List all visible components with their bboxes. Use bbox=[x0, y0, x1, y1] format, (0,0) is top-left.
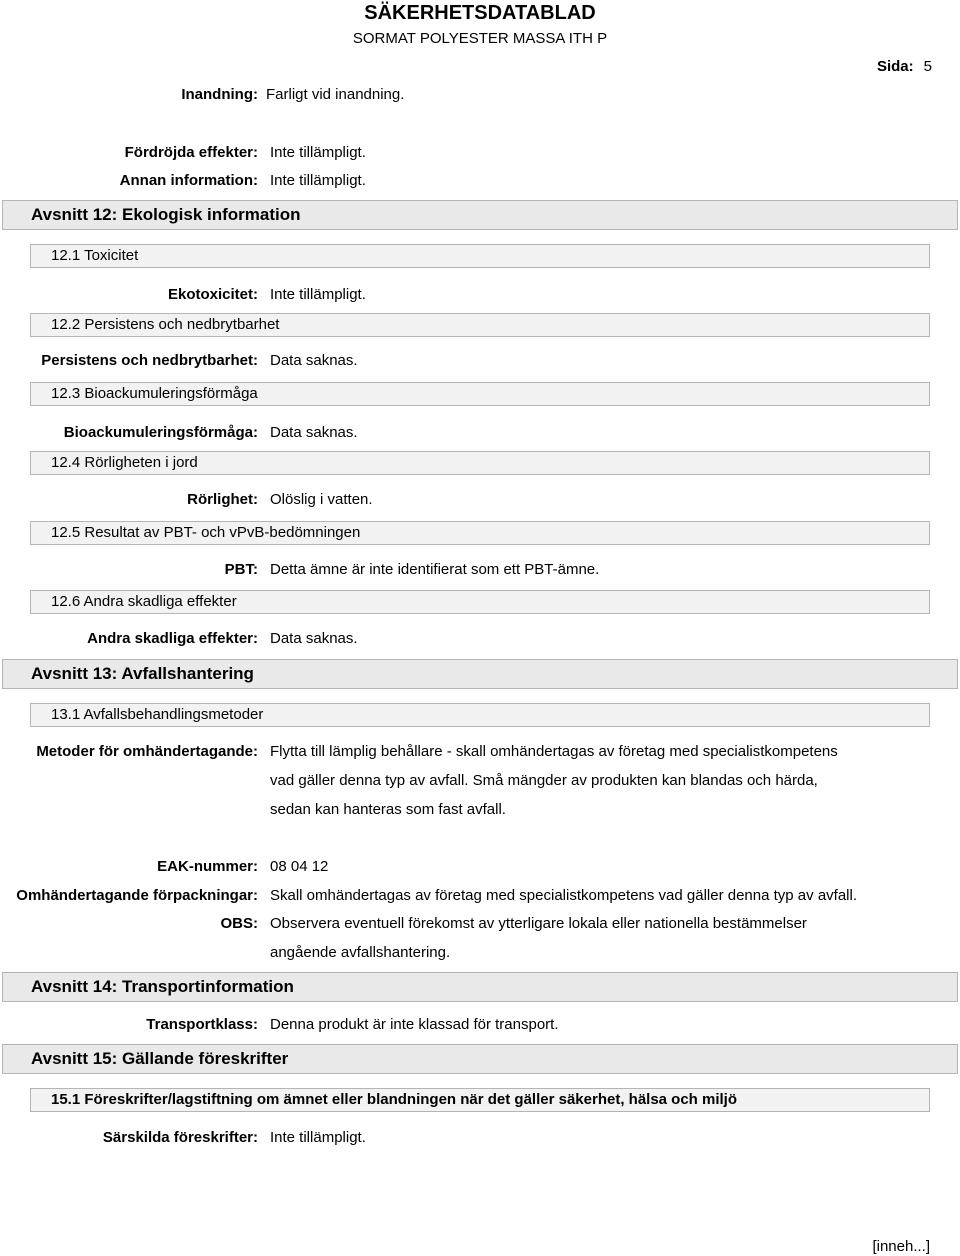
packaging-disposal-value: Skall omhändertagas av företag med specialistkompetens vad gäller denna typ av avfall. bbox=[270, 887, 857, 904]
section-15-heading: Avsnitt 15: Gällande föreskrifter bbox=[2, 1044, 958, 1074]
special-regulations-value: Inte tillämpligt. bbox=[270, 1129, 366, 1146]
persistence-label: Persistens och nedbrytbarhet: bbox=[41, 352, 258, 369]
eak-number-value: 08 04 12 bbox=[270, 858, 329, 875]
eak-number-label: EAK-nummer: bbox=[157, 858, 258, 875]
ecotoxicity-label: Ekotoxicitet: bbox=[167, 286, 258, 303]
continued-indicator: [inneh...] bbox=[872, 1238, 930, 1255]
persistence-value: Data saknas. bbox=[270, 352, 358, 369]
bioaccumulation-label: Bioackumuleringsförmåga: bbox=[63, 424, 258, 441]
note-line-2: angående avfallshantering. bbox=[270, 944, 451, 961]
page-number: 5 bbox=[923, 58, 932, 75]
page-indicator bbox=[877, 58, 932, 75]
subsection-15-1-heading: 15.1 Föreskrifter/lagstiftning om ämnet eller blandningen när det gäller säkerhet, hälsa och miljö bbox=[30, 1088, 930, 1112]
packaging-disposal-label: Omhändertagande förpackningar: bbox=[16, 887, 258, 904]
disposal-methods-line-1: Flytta till lämplig behållare - skall omhändertagas av företag med specialistkompetens bbox=[270, 743, 838, 760]
subsection-12-2-heading: 12.2 Persistens och nedbrytbarhet bbox=[30, 313, 930, 337]
pbt-label: PBT: bbox=[224, 561, 258, 578]
section-12-heading: Avsnitt 12: Ekologisk information bbox=[2, 200, 958, 230]
delayed-effects-value: Inte tillämpligt. bbox=[270, 144, 366, 161]
disposal-methods-label: Metoder för omhändertagande: bbox=[36, 743, 258, 760]
inhalation-label: Inandning: bbox=[181, 86, 258, 103]
transport-class-label: Transportklass: bbox=[146, 1016, 258, 1033]
subsection-12-6-heading: 12.6 Andra skadliga effekter bbox=[30, 590, 930, 614]
section-13-heading: Avsnitt 13: Avfallshantering bbox=[2, 659, 958, 689]
other-info-label: Annan information: bbox=[119, 172, 258, 189]
ecotoxicity-value: Inte tillämpligt. bbox=[270, 286, 366, 303]
inhalation-value: Farligt vid inandning. bbox=[266, 86, 405, 103]
mobility-value: Olöslig i vatten. bbox=[270, 491, 373, 508]
mobility-label: Rörlighet: bbox=[187, 491, 258, 508]
bioaccumulation-value: Data saknas. bbox=[270, 424, 358, 441]
transport-class-value: Denna produkt är inte klassad för transport. bbox=[270, 1016, 559, 1033]
disposal-methods-line-3: sedan kan hanteras som fast avfall. bbox=[270, 801, 506, 818]
note-label: OBS: bbox=[220, 915, 258, 932]
subsection-12-4-heading: 12.4 Rörligheten i jord bbox=[30, 451, 930, 475]
page-label: Sida: bbox=[876, 58, 914, 75]
subsection-13-1-heading: 13.1 Avfallsbehandlingsmetoder bbox=[30, 703, 930, 727]
subsection-12-1-heading: 12.1 Toxicitet bbox=[30, 244, 930, 268]
disposal-methods-line-2: vad gäller denna typ av avfall. Små mängder av produkten kan blandas och härda, bbox=[270, 772, 818, 789]
other-info-value: Inte tillämpligt. bbox=[270, 172, 366, 189]
section-14-heading: Avsnitt 14: Transportinformation bbox=[2, 972, 958, 1002]
special-regulations-label: Särskilda föreskrifter: bbox=[102, 1129, 258, 1146]
product-name: SORMAT POLYESTER MASSA ITH P bbox=[352, 30, 608, 47]
subsection-12-3-heading: 12.3 Bioackumuleringsförmåga bbox=[30, 382, 930, 406]
other-adverse-effects-label: Andra skadliga effekter: bbox=[87, 630, 258, 647]
delayed-effects-label: Fördröjda effekter: bbox=[124, 144, 258, 161]
pbt-value: Detta ämne är inte identifierat som ett PBT-ämne. bbox=[270, 561, 600, 578]
document-title: SÄKERHETSDATABLAD bbox=[364, 2, 596, 24]
subsection-12-5-heading: 12.5 Resultat av PBT- och vPvB-bedömningen bbox=[30, 521, 930, 545]
note-line-1: Observera eventuell förekomst av ytterligare lokala eller nationella bestämmelser bbox=[270, 915, 807, 932]
other-adverse-effects-value: Data saknas. bbox=[270, 630, 358, 647]
